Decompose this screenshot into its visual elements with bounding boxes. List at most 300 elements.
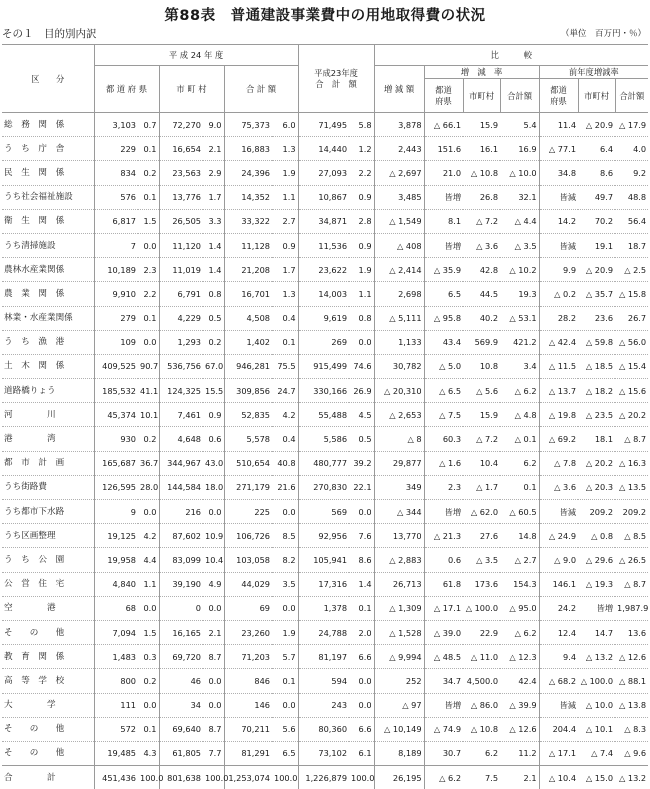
cell: 100.0 — [138, 766, 159, 789]
cell: 4.4 — [138, 548, 159, 572]
cell: 0.2 — [138, 427, 159, 451]
cell: 27,093 — [298, 161, 349, 185]
cell: 0.0 — [138, 596, 159, 620]
cell: 3,878 — [374, 113, 424, 137]
cell: 6.5 — [424, 282, 463, 306]
header-rate-pref: 都道 府県 — [424, 79, 463, 113]
cell: △ 2.5 — [615, 258, 648, 282]
cell: 124,325 — [159, 379, 203, 403]
row-label: 土 木 関 係 — [2, 354, 94, 378]
cell: △ 12.6 — [615, 645, 648, 669]
cell: 26.9 — [349, 379, 374, 403]
cell: 21.0 — [424, 161, 463, 185]
cell: △ 10.2 — [500, 258, 539, 282]
row-label: 道路橋りょう — [2, 379, 94, 403]
row-label: 民 生 関 係 — [2, 161, 94, 185]
land-acquisition-table — [2, 44, 648, 789]
cell: 330,166 — [298, 379, 349, 403]
cell: 皆増 — [424, 233, 463, 257]
cell: △ 6.5 — [424, 379, 463, 403]
cell: 18.7 — [615, 233, 648, 257]
cell: 9.0 — [203, 113, 224, 137]
header-muni: 市 町 村 — [159, 66, 224, 113]
cell: △ 2,414 — [374, 258, 424, 282]
cell: 69 — [224, 596, 272, 620]
cell: 915,499 — [298, 354, 349, 378]
cell: 68 — [94, 596, 138, 620]
cell: 9.2 — [615, 161, 648, 185]
cell: 0.9 — [349, 233, 374, 257]
cell: 11.4 — [539, 113, 578, 137]
cell: 0.2 — [138, 669, 159, 693]
cell: 5,578 — [224, 427, 272, 451]
cell: 1.3 — [272, 282, 298, 306]
cell: △ 6.2 — [500, 379, 539, 403]
cell: 0.0 — [203, 500, 224, 524]
cell: △ 21.3 — [424, 524, 463, 548]
cell: 0.1 — [272, 669, 298, 693]
cell: △ 86.0 — [463, 693, 500, 717]
cell: 16.9 — [500, 137, 539, 161]
cell: △ 62.0 — [463, 500, 500, 524]
cell: 5.4 — [500, 113, 539, 137]
cell: 12.4 — [539, 620, 578, 644]
cell: 6.5 — [272, 741, 298, 765]
cell: 14.7 — [578, 620, 615, 644]
cell: 154.3 — [500, 572, 539, 596]
cell: 19,958 — [94, 548, 138, 572]
cell: 42.4 — [500, 669, 539, 693]
cell: 1,378 — [298, 596, 349, 620]
cell: 5,586 — [298, 427, 349, 451]
cell: 11,536 — [298, 233, 349, 257]
header-prev-rate: 前年度増減率 — [539, 66, 648, 79]
cell: 0.9 — [272, 233, 298, 257]
header-prev-total: 合計額 — [615, 79, 648, 113]
cell: 204.4 — [539, 717, 578, 741]
cell: 225 — [224, 500, 272, 524]
cell: 43.4 — [424, 330, 463, 354]
cell: 10.9 — [203, 524, 224, 548]
cell: 0.0 — [349, 500, 374, 524]
cell: 皆減 — [539, 233, 578, 257]
row-label: 農林水産業関係 — [2, 258, 94, 282]
table-row — [2, 233, 648, 257]
cell: △ 20,310 — [374, 379, 424, 403]
table-row — [2, 330, 648, 354]
cell: 185,532 — [94, 379, 138, 403]
cell: 49.7 — [578, 185, 615, 209]
cell: 106,726 — [224, 524, 272, 548]
cell: △ 3.5 — [463, 548, 500, 572]
cell: △ 20.3 — [578, 475, 615, 499]
table-row — [2, 403, 648, 427]
cell: △ 48.5 — [424, 645, 463, 669]
cell: △ 13.5 — [615, 475, 648, 499]
cell: △ 39.9 — [500, 693, 539, 717]
cell: 6.4 — [578, 137, 615, 161]
cell: △ 59.8 — [578, 330, 615, 354]
cell: △ 56.0 — [615, 330, 648, 354]
cell: 28.2 — [539, 306, 578, 330]
cell: 0.8 — [349, 306, 374, 330]
cell: 6,791 — [159, 282, 203, 306]
cell: △ 8 — [374, 427, 424, 451]
cell: 33,322 — [224, 209, 272, 233]
cell: 0.0 — [203, 693, 224, 717]
header-pref: 都 道 府 県 — [94, 66, 159, 113]
cell: 9 — [94, 500, 138, 524]
header-total: 合 計 額 — [224, 66, 298, 113]
cell: △ 97 — [374, 693, 424, 717]
cell: 0.0 — [138, 330, 159, 354]
cell: 24.2 — [539, 596, 578, 620]
cell: △ 13.2 — [615, 766, 648, 789]
cell: 34,871 — [298, 209, 349, 233]
cell: 81,291 — [224, 741, 272, 765]
cell: △ 2,697 — [374, 161, 424, 185]
cell: 0.5 — [203, 306, 224, 330]
cell: △ 9.6 — [615, 741, 648, 765]
row-label: うち街路費 — [2, 475, 94, 499]
cell: △ 26.5 — [615, 548, 648, 572]
cell: 0.0 — [349, 330, 374, 354]
cell: 19,485 — [94, 741, 138, 765]
cell: △ 10.4 — [539, 766, 578, 789]
cell: 576 — [94, 185, 138, 209]
cell: △ 69.2 — [539, 427, 578, 451]
cell: △ 8.5 — [615, 524, 648, 548]
cell: 0.8 — [203, 282, 224, 306]
cell: 9.9 — [539, 258, 578, 282]
cell: 4.3 — [138, 741, 159, 765]
cell: 209.2 — [578, 500, 615, 524]
cell: 40.2 — [463, 306, 500, 330]
cell: 8.2 — [272, 548, 298, 572]
table-row — [2, 669, 648, 693]
cell: △ 4.4 — [500, 209, 539, 233]
cell: 0.0 — [138, 233, 159, 257]
cell: 16,165 — [159, 620, 203, 644]
cell: 4,500.0 — [463, 669, 500, 693]
cell: 480,777 — [298, 451, 349, 475]
cell: 0.7 — [138, 113, 159, 137]
cell: △ 16.3 — [615, 451, 648, 475]
cell: △ 18.5 — [578, 354, 615, 378]
cell: △ 3.6 — [463, 233, 500, 257]
cell: 103,058 — [224, 548, 272, 572]
cell: △ 35.9 — [424, 258, 463, 282]
table-row — [2, 741, 648, 765]
cell: △ 1,528 — [374, 620, 424, 644]
cell: 0.1 — [138, 717, 159, 741]
cell: 9,910 — [94, 282, 138, 306]
cell: 0.0 — [272, 693, 298, 717]
row-label: 大 学 — [2, 693, 94, 717]
cell: 19.1 — [578, 233, 615, 257]
cell: 15.9 — [463, 113, 500, 137]
table-row — [2, 645, 648, 669]
cell: 9,619 — [298, 306, 349, 330]
cell: 1.3 — [272, 137, 298, 161]
cell: △ 23.5 — [578, 403, 615, 427]
cell: △ 0.1 — [500, 427, 539, 451]
cell: 2.1 — [203, 620, 224, 644]
cell: 4.0 — [615, 137, 648, 161]
cell: △ 4.8 — [500, 403, 539, 427]
cell: △ 19.3 — [578, 572, 615, 596]
cell: 146.1 — [539, 572, 578, 596]
cell: 0.0 — [138, 500, 159, 524]
table-row — [2, 427, 648, 451]
cell: 1.9 — [272, 161, 298, 185]
cell: △ 1,549 — [374, 209, 424, 233]
cell: 4.2 — [138, 524, 159, 548]
cell: △ 1,309 — [374, 596, 424, 620]
cell: △ 9,994 — [374, 645, 424, 669]
cell: △ 15.8 — [615, 282, 648, 306]
cell: 0.1 — [272, 330, 298, 354]
cell: 2.3 — [424, 475, 463, 499]
cell: 349 — [374, 475, 424, 499]
cell: 7,461 — [159, 403, 203, 427]
cell: 421.2 — [500, 330, 539, 354]
cell: △ 13.2 — [578, 645, 615, 669]
cell: △ 66.1 — [424, 113, 463, 137]
cell: △ 20.9 — [578, 258, 615, 282]
table-row — [2, 620, 648, 644]
cell: 67.0 — [203, 354, 224, 378]
cell: 6.6 — [349, 717, 374, 741]
cell: △ 6.2 — [500, 620, 539, 644]
cell: 229 — [94, 137, 138, 161]
header-h23-line2: 合 計 額 — [301, 79, 372, 90]
cell: 2.3 — [138, 258, 159, 282]
cell: 0.1 — [138, 306, 159, 330]
cell: △ 10,149 — [374, 717, 424, 741]
table-row — [2, 306, 648, 330]
cell: 4,840 — [94, 572, 138, 596]
cell: 23,260 — [224, 620, 272, 644]
cell: 92,956 — [298, 524, 349, 548]
table-row — [2, 524, 648, 548]
cell: △ 42.4 — [539, 330, 578, 354]
cell: 5.8 — [349, 113, 374, 137]
cell: 10,189 — [94, 258, 138, 282]
cell: 510,654 — [224, 451, 272, 475]
cell: 0.6 — [424, 548, 463, 572]
cell: 0.0 — [203, 669, 224, 693]
cell: 皆増 — [424, 185, 463, 209]
cell: 0.1 — [138, 137, 159, 161]
cell: 1.7 — [272, 258, 298, 282]
cell: 44.5 — [463, 282, 500, 306]
cell: 451,436 — [94, 766, 138, 789]
header-rate-total: 合計額 — [500, 79, 539, 113]
cell: △ 20.2 — [578, 451, 615, 475]
cell: 209.2 — [615, 500, 648, 524]
cell: 1.4 — [203, 258, 224, 282]
cell: 8,189 — [374, 741, 424, 765]
cell: 15.5 — [203, 379, 224, 403]
cell: 0.1 — [138, 185, 159, 209]
cell: 皆増 — [578, 596, 615, 620]
cell: 7,094 — [94, 620, 138, 644]
row-label: うち都市下水路 — [2, 500, 94, 524]
row-label: うち清掃施設 — [2, 233, 94, 257]
row-label: 都 市 計 画 — [2, 451, 94, 475]
header-h24: 平 成 24 年 度 — [94, 45, 298, 66]
header-prev-pref: 都道 府県 — [539, 79, 578, 113]
cell: 409,525 — [94, 354, 138, 378]
cell: 594 — [298, 669, 349, 693]
cell: △ 7.8 — [539, 451, 578, 475]
cell: △ 11.5 — [539, 354, 578, 378]
cell: 16.1 — [463, 137, 500, 161]
cell: 3.5 — [272, 572, 298, 596]
cell: 30,782 — [374, 354, 424, 378]
cell: 13,776 — [159, 185, 203, 209]
cell: 69,640 — [159, 717, 203, 741]
cell: △ 13.7 — [539, 379, 578, 403]
cell: 69,720 — [159, 645, 203, 669]
cell: 7.7 — [203, 741, 224, 765]
cell: 0.0 — [349, 669, 374, 693]
cell: 0.0 — [272, 500, 298, 524]
cell: △ 2,883 — [374, 548, 424, 572]
cell: 26,713 — [374, 572, 424, 596]
header-rate: 増 減 率 — [424, 66, 539, 79]
cell: 0.2 — [203, 330, 224, 354]
header-h23 — [298, 45, 374, 113]
cell: 6.6 — [349, 645, 374, 669]
cell: 536,756 — [159, 354, 203, 378]
table-row — [2, 113, 648, 137]
cell: △ 1.6 — [424, 451, 463, 475]
cell: 70.2 — [578, 209, 615, 233]
cell: △ 6.2 — [424, 766, 463, 789]
cell: 27.6 — [463, 524, 500, 548]
cell: △ 12.6 — [500, 717, 539, 741]
cell: 29,877 — [374, 451, 424, 475]
cell: 14,003 — [298, 282, 349, 306]
row-label: 教 育 関 係 — [2, 645, 94, 669]
cell: △ 8.7 — [615, 572, 648, 596]
cell: 19,125 — [94, 524, 138, 548]
table-row — [2, 693, 648, 717]
cell: 271,179 — [224, 475, 272, 499]
cell: △ 7.5 — [424, 403, 463, 427]
cell: 32.1 — [500, 185, 539, 209]
cell: 10,867 — [298, 185, 349, 209]
cell: 21.6 — [272, 475, 298, 499]
cell: △ 74.9 — [424, 717, 463, 741]
cell: 946,281 — [224, 354, 272, 378]
cell: 100.0 — [349, 766, 374, 789]
cell: 0.5 — [349, 427, 374, 451]
cell: 10.8 — [463, 354, 500, 378]
cell: 46 — [159, 669, 203, 693]
cell: △ 3.6 — [539, 475, 578, 499]
table-row — [2, 500, 648, 524]
table-row — [2, 451, 648, 475]
cell: 1.5 — [138, 209, 159, 233]
cell: 1,483 — [94, 645, 138, 669]
cell: 2.1 — [500, 766, 539, 789]
cell: △ 39.0 — [424, 620, 463, 644]
cell: △ 0.2 — [539, 282, 578, 306]
cell: 13.6 — [615, 620, 648, 644]
cell: 846 — [224, 669, 272, 693]
cell: 11.2 — [500, 741, 539, 765]
cell: 6.2 — [463, 741, 500, 765]
row-label: 林業・水産業関係 — [2, 306, 94, 330]
cell: △ 19.8 — [539, 403, 578, 427]
cell: 270,830 — [298, 475, 349, 499]
cell: 1.1 — [138, 572, 159, 596]
table-row — [2, 475, 648, 499]
row-label: 公 営 住 宅 — [2, 572, 94, 596]
cell: 75,373 — [224, 113, 272, 137]
cell: △ 11.0 — [463, 645, 500, 669]
cell: △ 408 — [374, 233, 424, 257]
cell: △ 95.8 — [424, 306, 463, 330]
cell: △ 15.0 — [578, 766, 615, 789]
cell: 0.0 — [349, 693, 374, 717]
table-row — [2, 548, 648, 572]
cell: 0 — [159, 596, 203, 620]
cell: 14.2 — [539, 209, 578, 233]
cell: 800 — [94, 669, 138, 693]
cell: 1.2 — [349, 137, 374, 161]
table-row — [2, 161, 648, 185]
cell: 126,595 — [94, 475, 138, 499]
row-label: う ち 庁 舎 — [2, 137, 94, 161]
cell: 8.1 — [424, 209, 463, 233]
cell: 30.7 — [424, 741, 463, 765]
cell: 1,253,074 — [224, 766, 272, 789]
cell: 14,352 — [224, 185, 272, 209]
cell: △ 12.3 — [500, 645, 539, 669]
cell: △ 95.0 — [500, 596, 539, 620]
cell: 0.0 — [272, 596, 298, 620]
row-label: うち区画整理 — [2, 524, 94, 548]
table-row — [2, 209, 648, 233]
cell: 10.1 — [138, 403, 159, 427]
cell: 7.5 — [463, 766, 500, 789]
cell: 40.8 — [272, 451, 298, 475]
cell: 105,941 — [298, 548, 349, 572]
header-kubun: 区 分 — [2, 45, 94, 113]
cell: △ 0.8 — [578, 524, 615, 548]
cell: 151.6 — [424, 137, 463, 161]
cell: 6.0 — [272, 113, 298, 137]
cell: 111 — [94, 693, 138, 717]
cell: 42.8 — [463, 258, 500, 282]
cell: 22.1 — [349, 475, 374, 499]
cell: △ 9.0 — [539, 548, 578, 572]
cell: 2,443 — [374, 137, 424, 161]
header-hikaku: 比 較 — [374, 45, 648, 66]
cell: 4.2 — [272, 403, 298, 427]
row-label: 高 等 学 校 — [2, 669, 94, 693]
cell: 0.6 — [203, 427, 224, 451]
cell: △ 100.0 — [578, 669, 615, 693]
cell: 26,505 — [159, 209, 203, 233]
cell: 52,835 — [224, 403, 272, 427]
header-h23-line1: 平成23年度 — [301, 68, 372, 79]
cell: 皆減 — [539, 185, 578, 209]
